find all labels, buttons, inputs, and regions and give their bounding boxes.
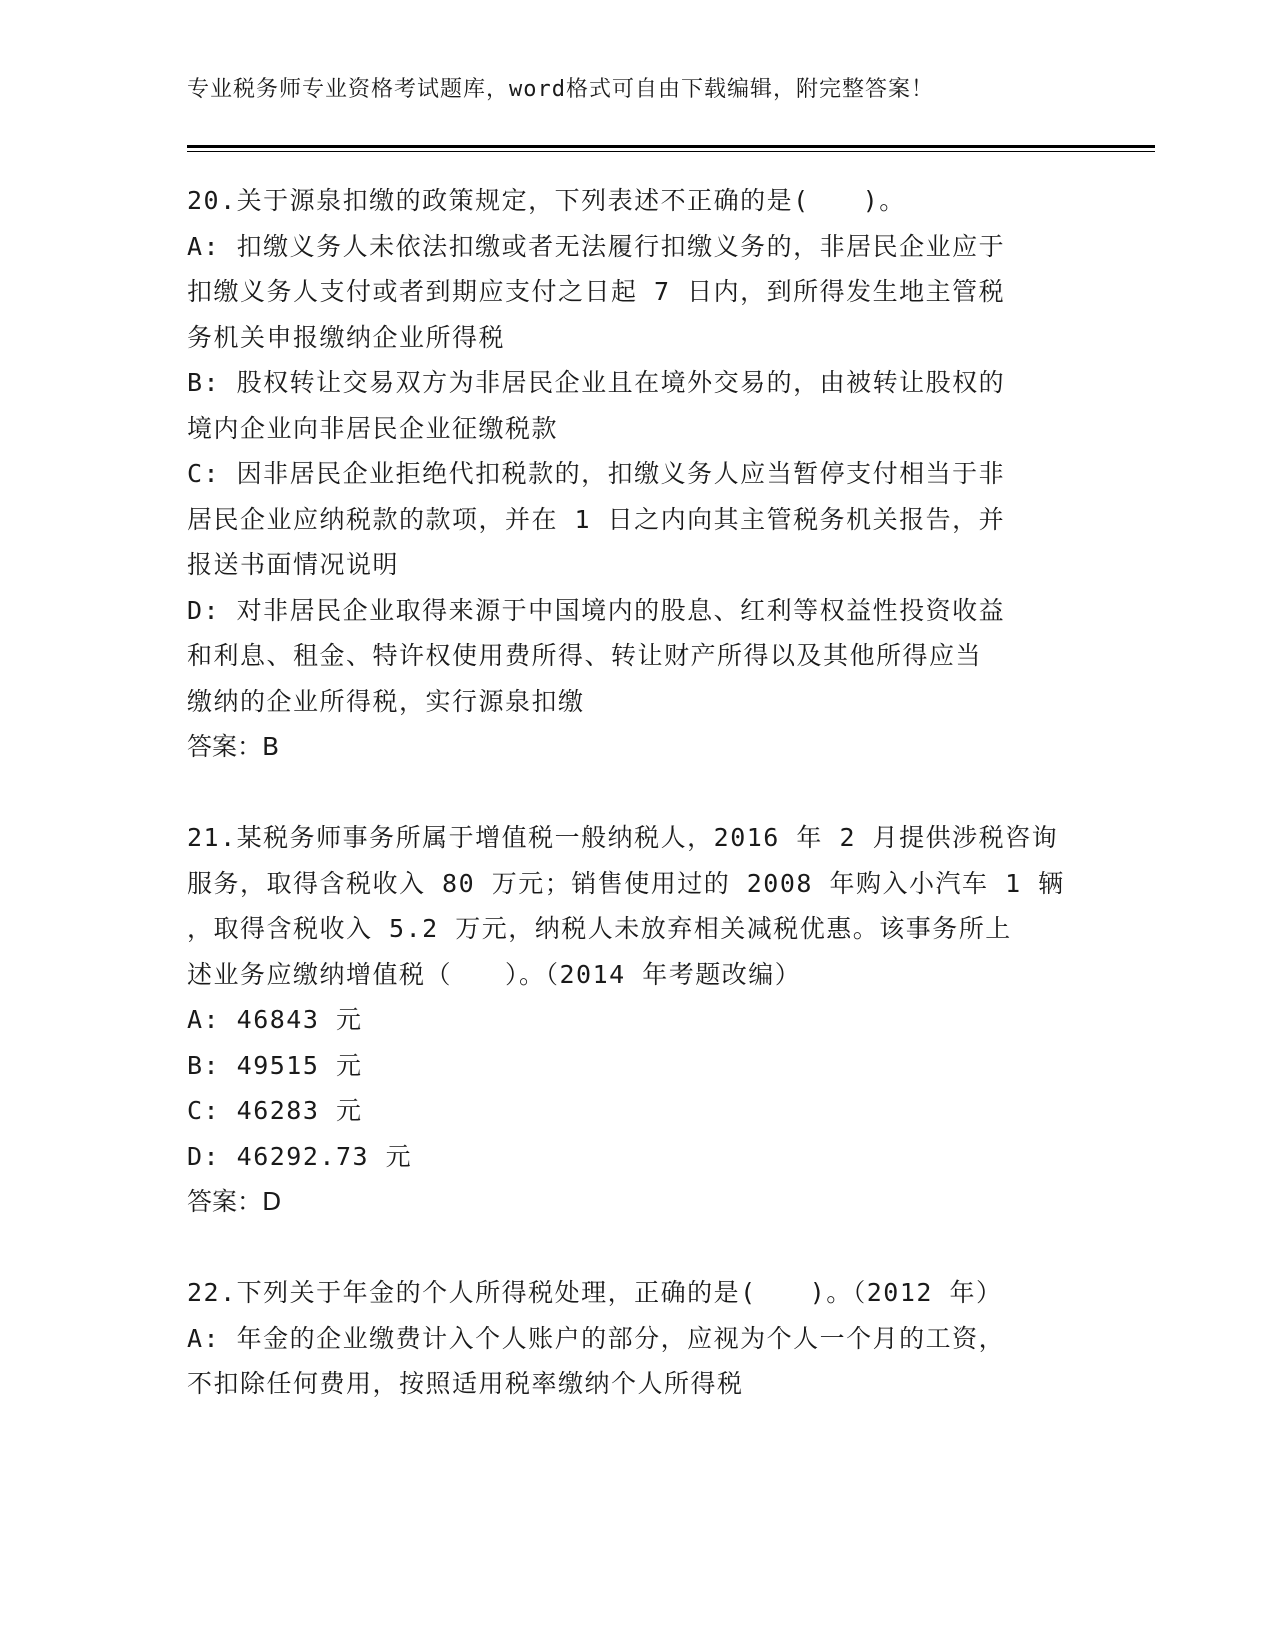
question-block	[187, 1270, 1087, 1407]
answer-option-line: C: 46283 元	[187, 1096, 363, 1125]
answer-option-line: B: 股权转让交易双方为非居民企业且在境外交易的，由被转让股权的	[187, 368, 1006, 397]
question-stem-line: 21.某税务师事务所属于增值税一般纳税人，2016 年 2 月提供涉税咨询	[187, 823, 1059, 852]
answer-option-line: C: 因非居民企业拒绝代扣税款的，扣缴义务人应当暂停支付相当于非	[187, 459, 1006, 488]
answer-option-line: A: 年金的企业缴费计入个人账户的部分，应视为个人一个月的工资，	[187, 1323, 1006, 1353]
answer-option-line: D: 46292.73 元	[187, 1141, 413, 1171]
answer-option-line: 报送书面情况说明	[187, 550, 400, 579]
answer-option-line: 境内企业向非居民企业征缴税款	[187, 413, 559, 443]
answer-key: 答案：D	[187, 1187, 282, 1216]
answer-option	[187, 360, 1087, 451]
answer-key: 答案：B	[187, 732, 280, 761]
answer-option-line: 和利息、租金、特许权使用费所得、转让财产所得以及其他所得应当	[187, 641, 983, 670]
page-header: 专业税务师专业资格考试题库，word格式可自由下载编辑，附完整答案！	[187, 77, 934, 102]
answer-option	[187, 1088, 1087, 1134]
answer-option-line: 扣缴义务人支付或者到期应支付之日起 7 日内，到所得发生地主管税	[187, 277, 1006, 306]
question-stem-line: ，取得含税收入 5.2 万元，纳税人未放弃相关减税优惠。该事务所上	[187, 914, 1012, 943]
answer-option	[187, 1043, 1087, 1089]
answer-option-line: 不扣除任何费用，按照适用税率缴纳个人所得税	[187, 1369, 744, 1398]
question-spacer	[187, 1225, 1087, 1271]
question-block	[187, 815, 1087, 1225]
question-block	[187, 178, 1087, 770]
answer-option-line: A: 46843 元	[187, 1005, 363, 1034]
question-stem-line: 述业务应缴纳增值税（ ）。（2014 年考题改编）	[187, 959, 802, 989]
answer-option	[187, 451, 1087, 588]
question-stem-line: 22.下列关于年金的个人所得税处理，正确的是( )。（2012 年）	[187, 1278, 1003, 1307]
header-rule-thick	[187, 145, 1155, 148]
answer-option-line: 居民企业应纳税款的款项，并在 1 日之内向其主管税务机关报告，并	[187, 504, 1006, 534]
question-list	[187, 178, 1087, 1407]
answer-option	[187, 1316, 1087, 1407]
answer-option	[187, 224, 1087, 361]
answer-option	[187, 588, 1087, 725]
question-spacer	[187, 770, 1087, 816]
answer-option-line: A: 扣缴义务人未依法扣缴或者无法履行扣缴义务的，非居民企业应于	[187, 231, 1006, 261]
answer-option-line: 缴纳的企业所得税，实行源泉扣缴	[187, 686, 585, 716]
answer-option-line: B: 49515 元	[187, 1050, 363, 1080]
question-stem-line: 服务，取得含税收入 80 万元；销售使用过的 2008 年购入小汽车 1 辆	[187, 868, 1065, 898]
header-rule-thin	[187, 151, 1155, 152]
answer-option	[187, 1134, 1087, 1180]
answer-option	[187, 997, 1087, 1043]
question-stem-line: 20.关于源泉扣缴的政策规定，下列表述不正确的是( )。	[187, 186, 906, 215]
answer-option-line: D: 对非居民企业取得来源于中国境内的股息、红利等权益性投资收益	[187, 595, 1006, 625]
answer-option-line: 务机关申报缴纳企业所得税	[187, 322, 506, 352]
